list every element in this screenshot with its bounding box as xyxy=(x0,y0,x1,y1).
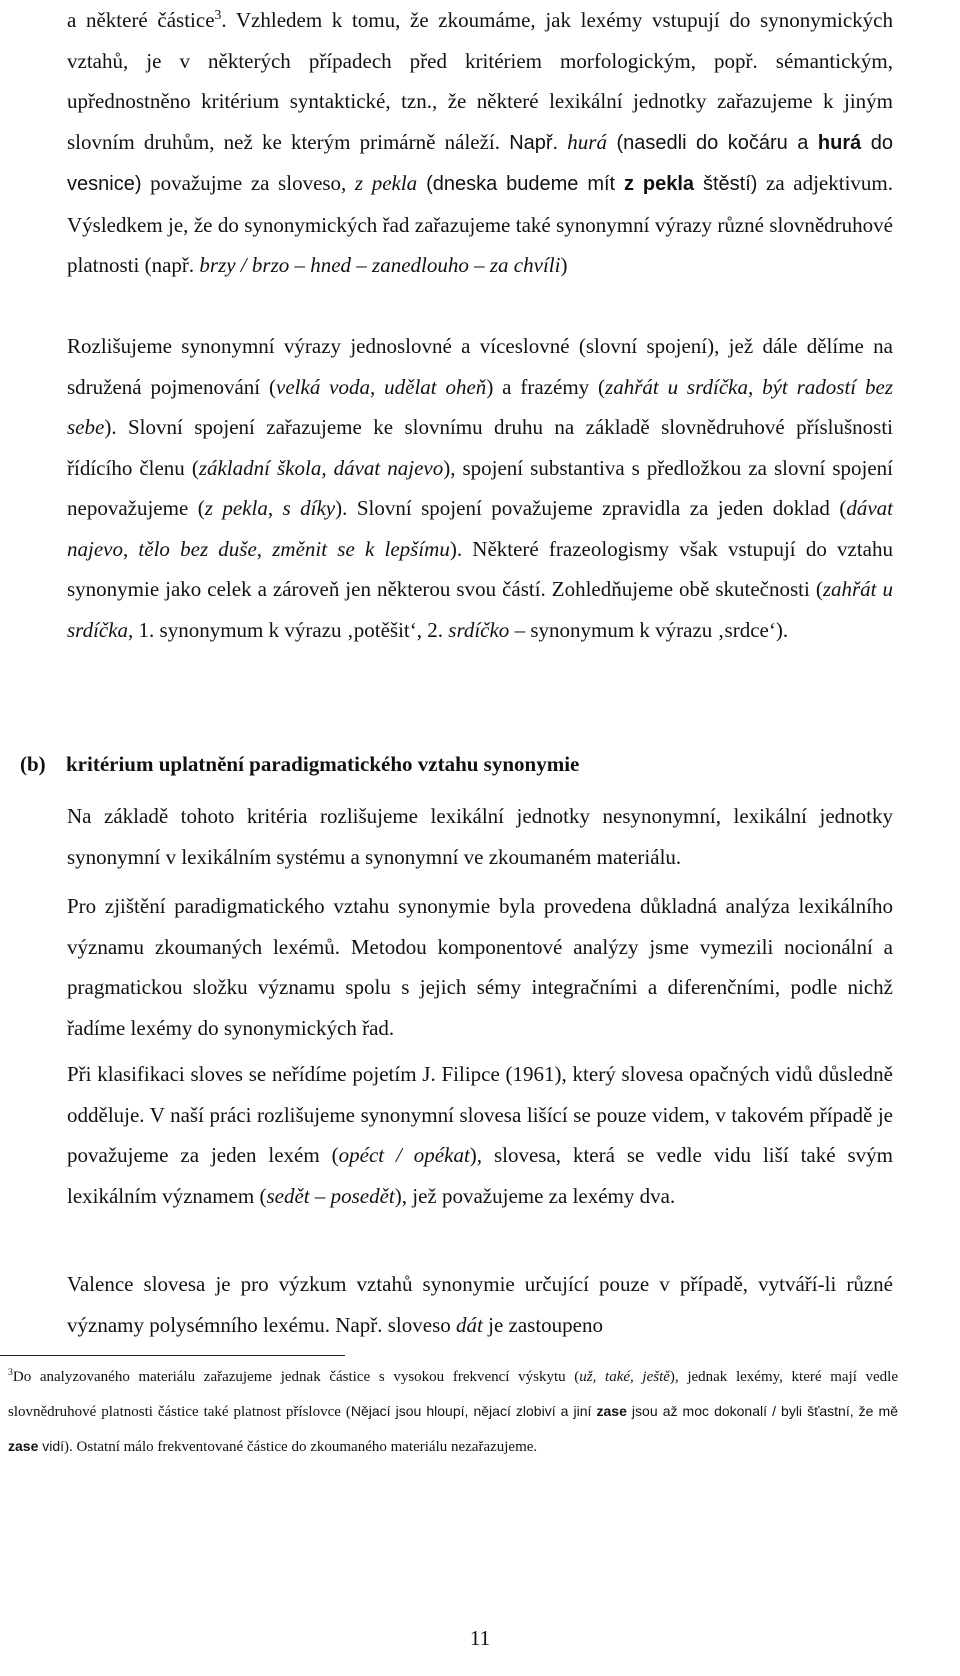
example-italic: už, také, ještě xyxy=(579,1369,670,1385)
text-run: – synonymum k výrazu ‚srdce‘). xyxy=(509,617,789,642)
example-italic: brzy / brzo – hned – zanedlouho – za chvíli xyxy=(199,253,561,277)
text-run: Rozlišujeme synonymní výrazy jednoslovné a víceslovné (slovní spojení), jež dále dělíme na sdružená pojmenování ( xyxy=(67,334,893,399)
example-sentence: vidí xyxy=(38,1438,65,1454)
text-run: Při klasifikaci sloves se neřídíme pojetím J. Filipce (1961), který slovesa opačných vidů důsledně odděluje. V naší práci rozlišujeme synonymní slovesa lišící se pouze videm, v takovém případě je považujeme za jeden lexém ( xyxy=(67,1062,893,1167)
section-label: (b) xyxy=(20,752,46,776)
example-bold: zase xyxy=(8,1438,39,1454)
text-run: ), jež považujeme za lexémy dva. xyxy=(394,1183,676,1208)
example-italic: základní škola, dávat najevo xyxy=(198,455,444,480)
example-italic: zahřát u srdíčka, být radostí bez sebe xyxy=(67,374,893,439)
example-bold: z pekla xyxy=(624,173,695,195)
example-sentence: štěstí) xyxy=(694,173,758,195)
example-italic: dávat najevo, tělo bez duše, změnit se k lepšímu xyxy=(67,496,893,561)
text-run: je zastoupeno xyxy=(482,1312,603,1337)
paragraph-criterion-intro: Na základě tohoto kritéria rozlišujeme lexikální jednotky nesynonymní, lexikální jednotky synonymní v lexikálním systému a synonymní ve zkoumaném materiálu. xyxy=(67,804,893,869)
example-italic: zahřát u srdíčka xyxy=(67,577,893,642)
example-italic: z pekla xyxy=(354,171,418,195)
text-run: a některé částice xyxy=(67,8,215,32)
example-italic: dát xyxy=(456,1312,483,1337)
example-sentence: (dneska budeme mít xyxy=(417,173,624,195)
example-bold: zase xyxy=(596,1403,627,1419)
paragraph-verb-classification xyxy=(67,1054,893,1216)
text-run: ). Ostatní málo frekventované částice do zkoumaného materiálu nezařazujeme. xyxy=(64,1439,538,1455)
page-number: 11 xyxy=(469,1626,491,1650)
text-run: . Vzhledem k tomu, že zkoumáme, jak lexémy vstupují do synonymických vztahů, je v některých případech před kritériem morfologickým, popř. sémantickým, upřednostněno kritérium syntaktické, tzn., že některé lexikální jednotky zařazujeme k jiným slovním druhům, než ke kterým primárně náleží. xyxy=(67,8,893,154)
example-sentence: do vesnice) xyxy=(67,131,893,195)
footnote-divider xyxy=(0,1355,345,1356)
footnote-mark: 3 xyxy=(8,1367,13,1378)
example-italic: z pekla, s díky xyxy=(204,496,336,520)
example-italic: sedět – posedět xyxy=(266,1183,395,1208)
footnote-ref[interactable]: 3 xyxy=(214,7,222,22)
paragraph-particles-criterion xyxy=(67,0,893,286)
text-run: za adjektivum. Výsledkem je, že do synonymických řad zařazujeme také synonymní výrazy různé slovnědruhové platnosti (např. xyxy=(67,171,894,277)
text-run: Do analyzovaného materiálu zařazujeme jednak částice s vysokou frekvencí výskytu ( xyxy=(12,1369,580,1385)
text-run: ). Slovní spojení považujeme zpravidla za jeden doklad ( xyxy=(335,496,847,520)
paragraph-valence xyxy=(67,1264,893,1345)
text-run: , 1. synonymum k výrazu ‚potěšit‘, 2. xyxy=(128,617,449,642)
paragraph-analysis-method: Pro zjištění paradigmatického vztahu synonymie byla provedena důkladná analýza lexikálního významu zkoumaných lexémů. Metodou komponentové analýzy jsme vymezili nocionální a pragmatickou složku významu spolu s jejich sémy integračními a diferenčními, podle nichž řadíme lexémy do synonymických řad. xyxy=(67,894,893,1040)
text-run: ). Slovní spojení zařazujeme ke slovnímu druhu na základě slovnědruhové příslušnosti řídícího členu ( xyxy=(67,415,893,480)
text-run: ) xyxy=(560,253,568,277)
example-sentence: jsou až moc dokonalí / byli šťastní, že mě xyxy=(626,1403,898,1419)
example-sentence: (nasedli do kočáru a xyxy=(606,131,818,154)
text-run: ) a frazémy ( xyxy=(486,374,606,399)
example-sentence: Nějací jsou hloupí, nějací zlobiví a jiní xyxy=(350,1403,597,1419)
section-title: kritérium uplatnění paradigmatického vztahu synonymie xyxy=(66,752,580,776)
footnote xyxy=(8,1360,898,1464)
example-italic: srdíčko xyxy=(448,617,510,642)
text-run: ), slovesa, která se vedle vidu liší také svým lexikálním významem ( xyxy=(67,1143,894,1208)
paragraph-multiword-expressions xyxy=(67,326,893,650)
text-run: ), jednak lexémy, které mají vedle slovnědruhové platnosti částice také platnost příslovce ( xyxy=(8,1369,899,1420)
text-run: ), spojení substantiva s předložkou za slovní spojení nepovažujeme ( xyxy=(67,455,893,520)
text-run: Např. xyxy=(509,131,559,154)
text-run: Valence slovesa je pro výzkum vztahů synonymie určující pouze v případě, vytváří-li různé významy polysémního lexému. Např. sloveso xyxy=(67,1272,893,1337)
section-heading xyxy=(20,749,900,779)
example-italic: velká voda, udělat oheň xyxy=(276,374,487,399)
text-run: ). Některé frazeologismy však vstupují do vztahu synonymie jako celek a zároveň jen některou svou částí. Zohledňujeme obě skutečnosti ( xyxy=(67,536,894,601)
example-italic: opéct / opékat xyxy=(338,1143,470,1167)
example-bold: hurá xyxy=(817,131,862,154)
example-italic: hurá xyxy=(567,129,607,154)
text-run: považujme za sloveso, xyxy=(141,171,355,195)
